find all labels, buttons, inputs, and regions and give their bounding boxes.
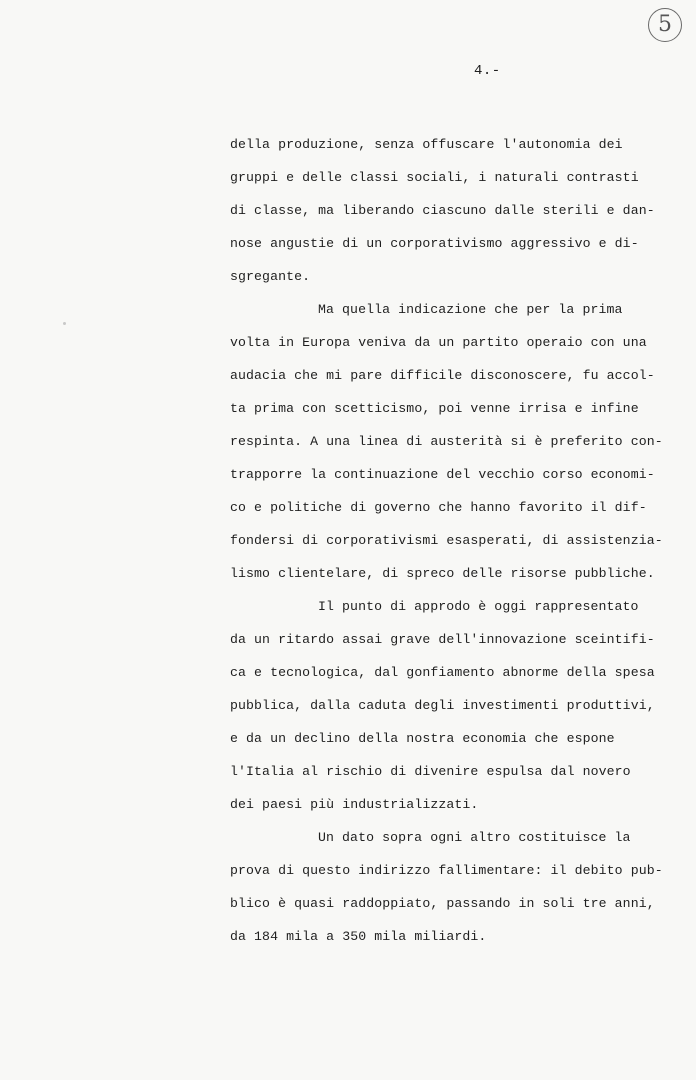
text-line: gruppi e delle classi sociali, i naturali contrasti: [230, 170, 639, 185]
text-line: volta in Europa veniva da un partito operaio con una: [230, 335, 647, 350]
paper-speck: [63, 322, 66, 325]
text-line: fondersi di corporativismi esasperati, di assistenzia-: [230, 533, 663, 548]
text-line: blico è quasi raddoppiato, passando in soli tre anni,: [230, 896, 655, 911]
text-line: l'Italia al rischio di divenire espulsa dal novero: [230, 764, 631, 779]
text-line: pubblica, dalla caduta degli investimenti produttivi,: [230, 698, 655, 713]
text-line: Il punto di approdo è oggi rappresentato: [318, 599, 639, 614]
text-line: ca e tecnologica, dal gonfiamento abnorme della spesa: [230, 665, 655, 680]
text-line: da 184 mila a 350 mila miliardi.: [230, 929, 487, 944]
text-line: Un dato sopra ogni altro costituisce la: [318, 830, 631, 845]
text-line: di classe, ma liberando ciascuno dalle sterili e dan-: [230, 203, 655, 218]
text-line: ta prima con scetticismo, poi venne irrisa e infine: [230, 401, 639, 416]
text-line: Ma quella indicazione che per la prima: [318, 302, 623, 317]
text-line: trapporre la continuazione del vecchio corso economi-: [230, 467, 655, 482]
text-line: sgregante.: [230, 269, 311, 284]
page-number: 4.-: [474, 63, 501, 79]
text-line: lismo clientelare, di spreco delle risorse pubbliche.: [230, 566, 655, 581]
text-line: da un ritardo assai grave dell'innovazione sceintifi-: [230, 632, 655, 647]
text-line: prova di questo indirizzo fallimentare: il debito pub-: [230, 863, 663, 878]
text-line: respinta. A una linea di austerità si è preferito con-: [230, 434, 663, 449]
text-line: dei paesi più industrializzati.: [230, 797, 479, 812]
text-line: della produzione, senza offuscare l'autonomia dei: [230, 137, 623, 152]
text-line: nose angustie di un corporativismo aggressivo e di-: [230, 236, 639, 251]
text-line: audacia che mi pare difficile disconoscere, fu accol-: [230, 368, 655, 383]
handwritten-page-annotation: 5: [648, 8, 682, 42]
body-text: [230, 128, 663, 953]
text-line: co e politiche di governo che hanno favorito il dif-: [230, 500, 647, 515]
text-line: e da un declino della nostra economia che espone: [230, 731, 615, 746]
